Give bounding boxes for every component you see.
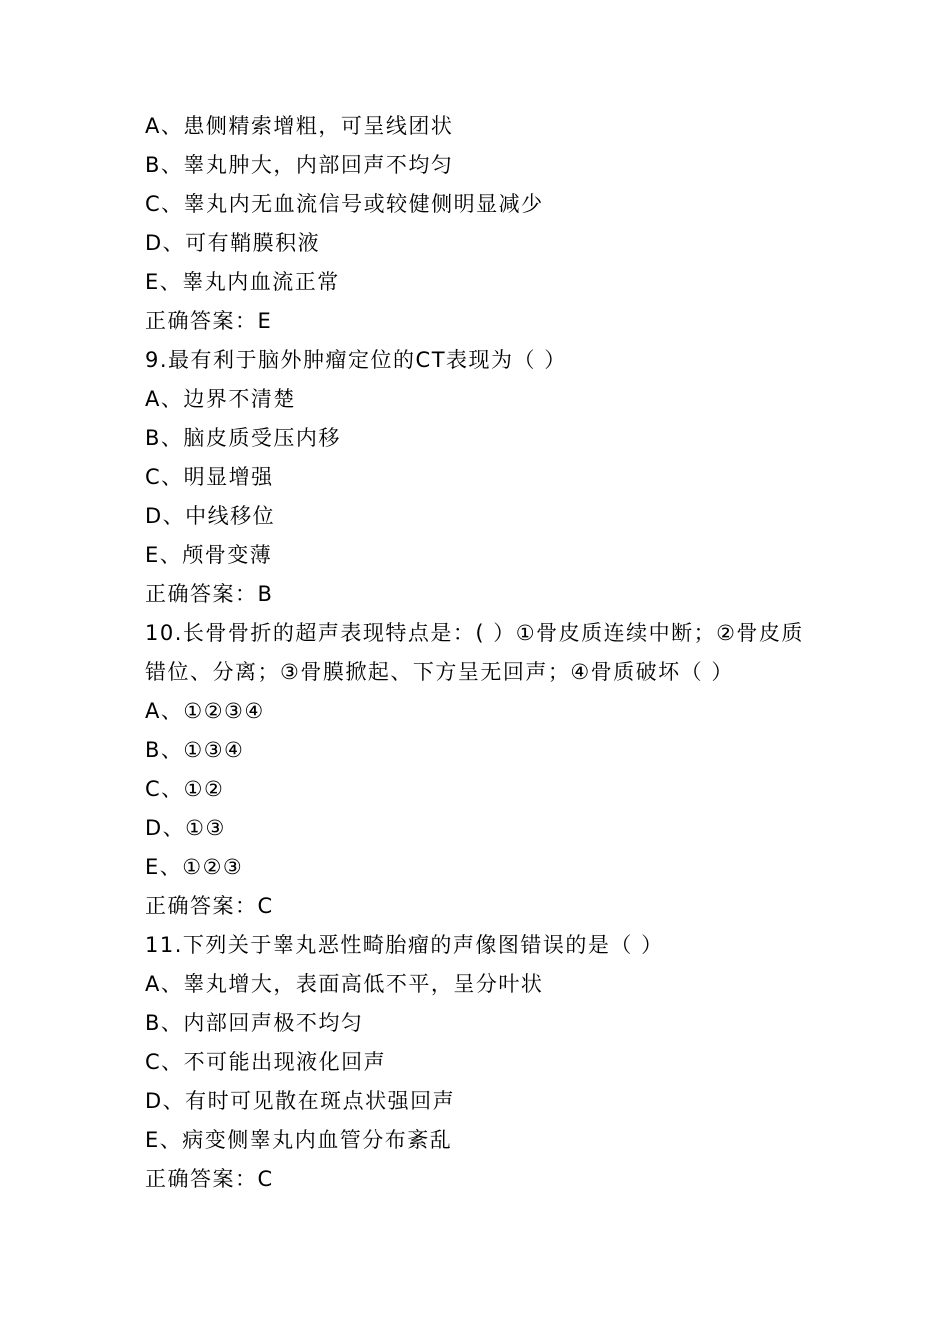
question-stem: 10.长骨骨折的超声表现特点是：( ）①骨皮质连续中断；②骨皮质	[145, 621, 804, 645]
option-c: C、不可能出现液化回声	[145, 1050, 387, 1074]
option-d: D、可有鞘膜积液	[145, 231, 321, 255]
question-stem-continued: 错位、分离；③骨膜掀起、下方呈无回声；④骨质破坏（ ）	[145, 660, 734, 684]
option-c: C、①②	[145, 777, 225, 801]
option-a: A、患侧精索增粗，可呈线团状	[145, 114, 454, 138]
option-d: D、中线移位	[145, 504, 276, 528]
option-b: B、内部回声极不均匀	[145, 1011, 364, 1035]
option-a: A、边界不清楚	[145, 387, 296, 411]
answer-line: 正确答案：C	[145, 1167, 274, 1191]
option-d: D、有时可见散在斑点状强回声	[145, 1089, 456, 1113]
option-e: E、睾丸内血流正常	[145, 270, 340, 294]
option-e: E、病变侧睾丸内血管分布紊乱	[145, 1128, 453, 1152]
option-b: B、脑皮质受压内移	[145, 426, 341, 450]
option-c: C、明显增强	[145, 465, 274, 489]
option-c: C、睾丸内无血流信号或较健侧明显减少	[145, 192, 544, 216]
option-d: D、①③	[145, 816, 226, 840]
option-e: E、①②③	[145, 855, 244, 879]
answer-line: 正确答案：C	[145, 894, 274, 918]
question-stem: 11.下列关于睾丸恶性畸胎瘤的声像图错误的是（ ）	[145, 933, 664, 957]
option-b: B、睾丸肿大，内部回声不均匀	[145, 153, 454, 177]
option-a: A、①②③④	[145, 699, 265, 723]
option-b: B、①③④	[145, 738, 245, 762]
option-e: E、颅骨变薄	[145, 543, 273, 567]
option-a: A、睾丸增大，表面高低不平，呈分叶状	[145, 972, 544, 996]
question-stem: 9.最有利于脑外肿瘤定位的CT表现为（ ）	[145, 348, 567, 372]
answer-line: 正确答案：B	[145, 582, 274, 606]
answer-line: 正确答案：E	[145, 309, 273, 333]
